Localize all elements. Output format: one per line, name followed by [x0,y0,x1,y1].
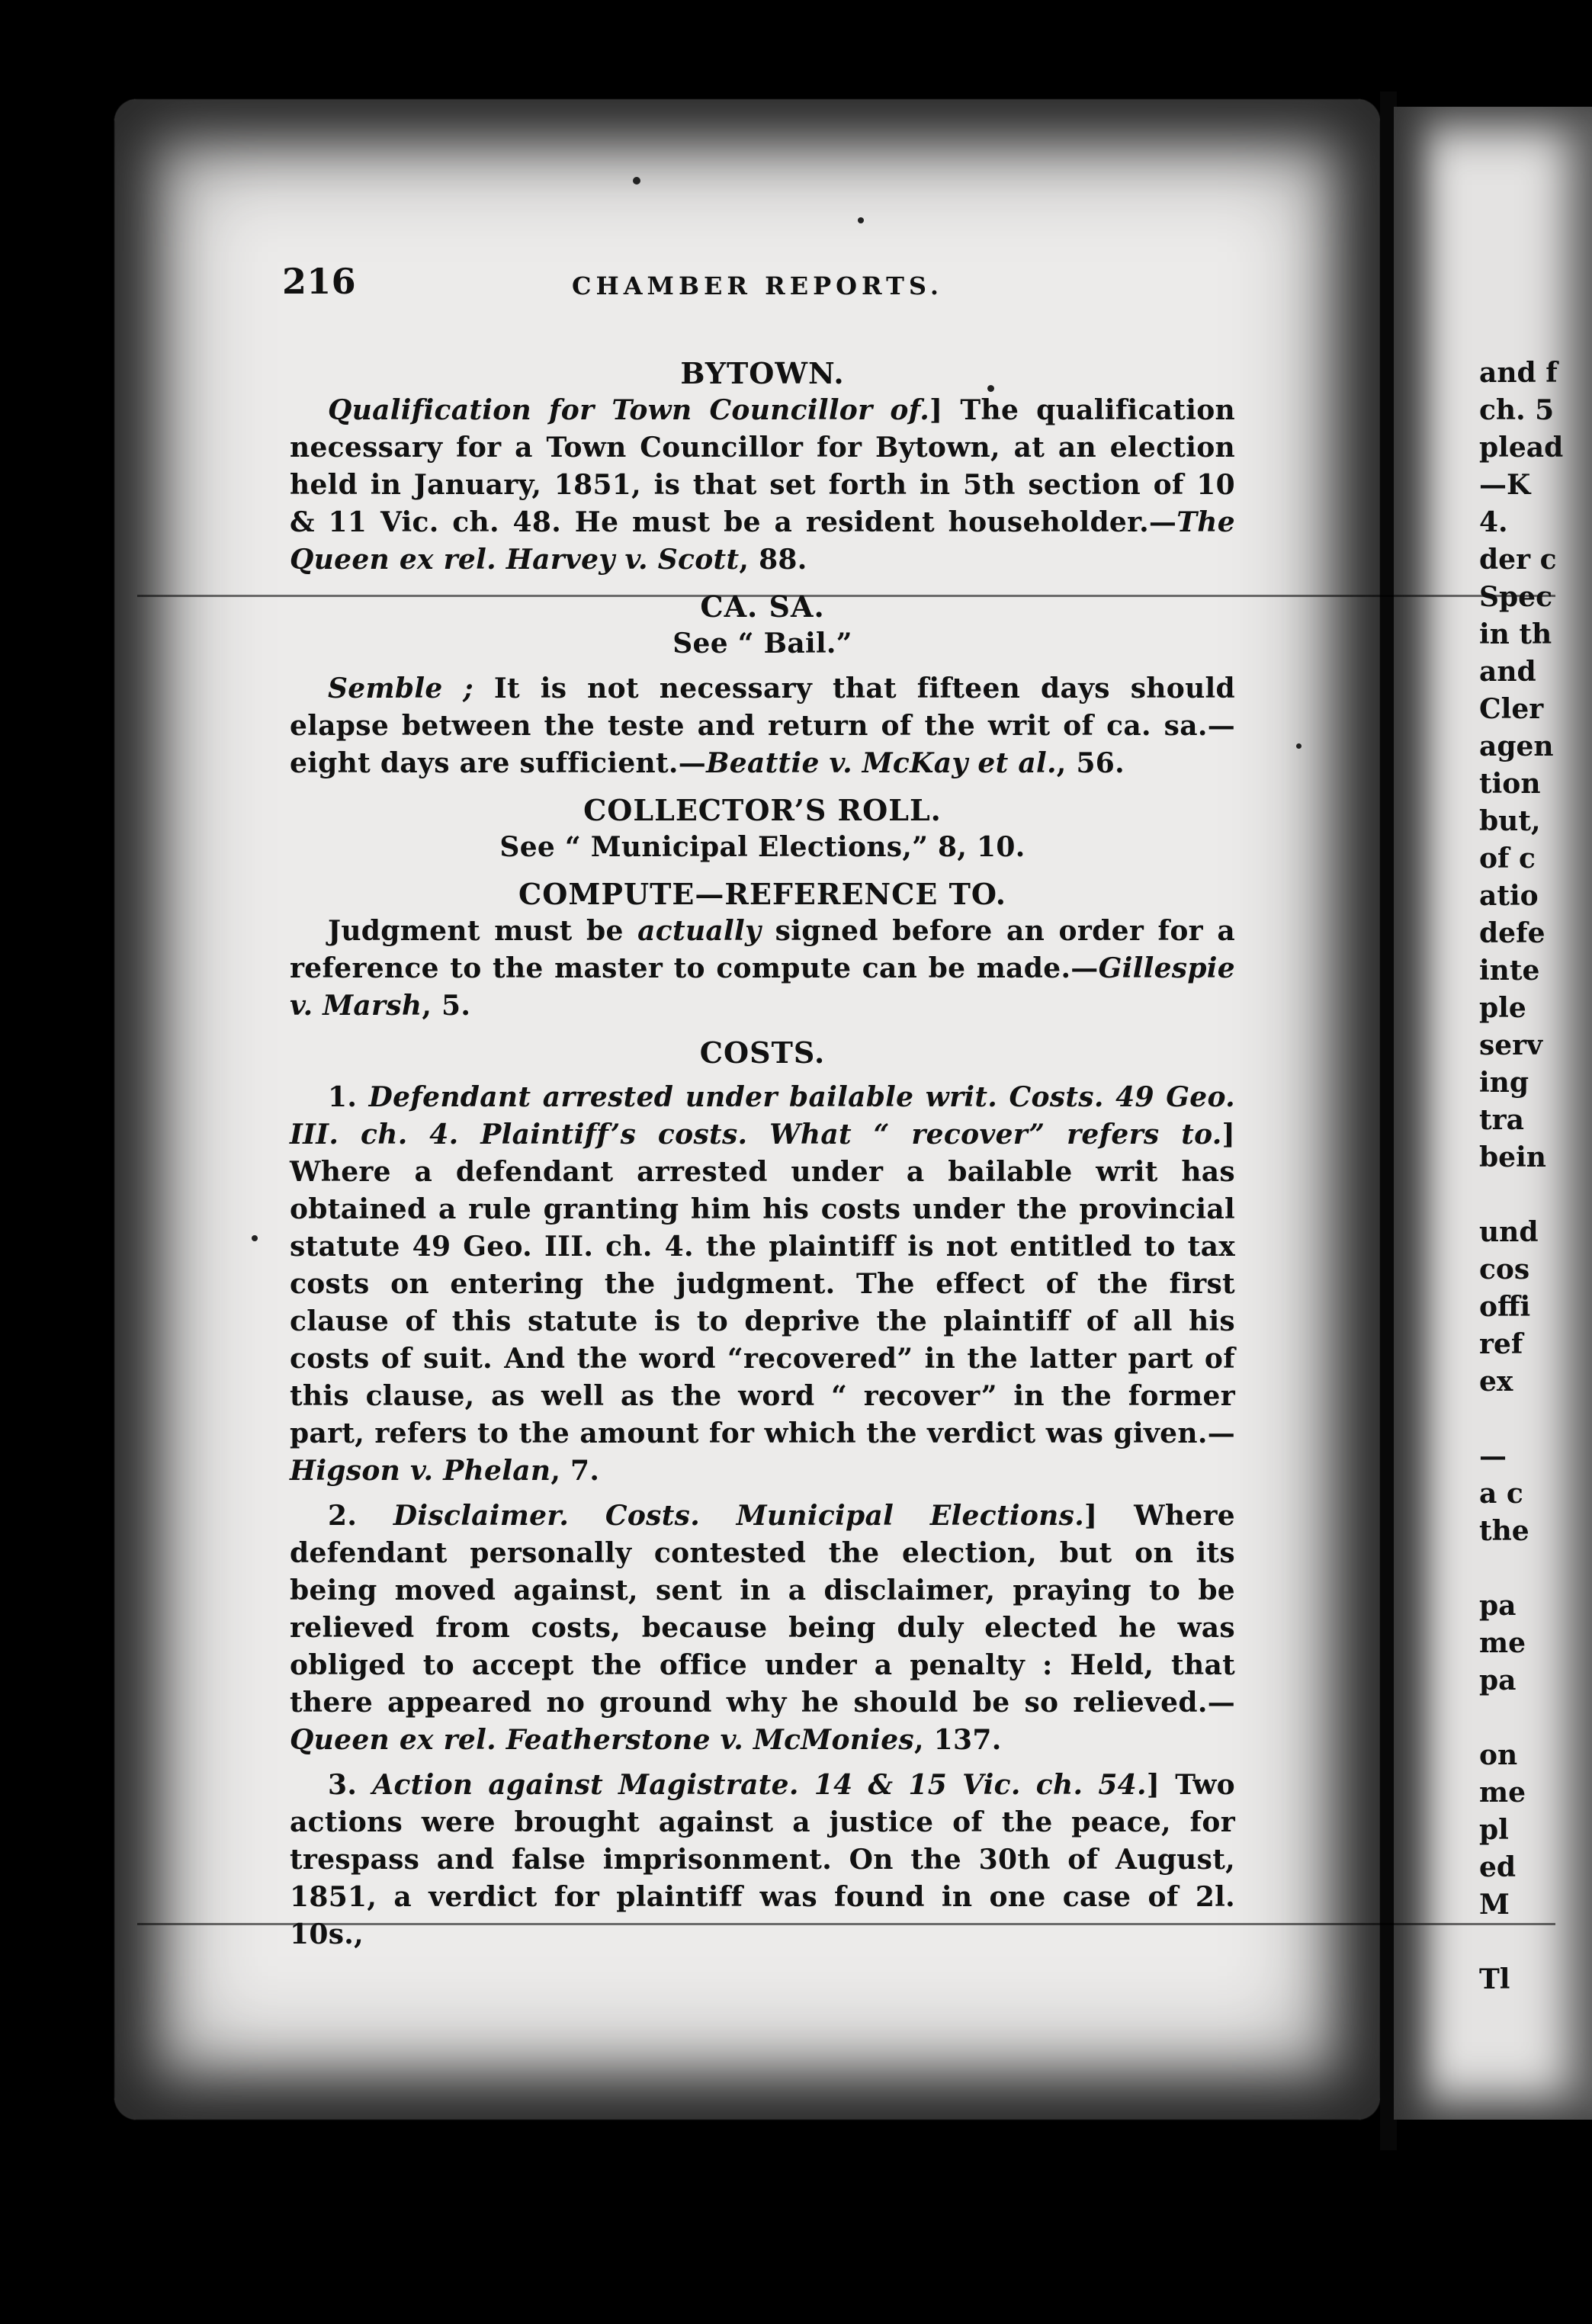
right-page-line: the [1479,1515,1529,1547]
right-page-line [1479,1550,1555,1587]
entry-bytown [290,392,1235,579]
right-page-line: cos [1479,1253,1530,1286]
right-page-line: und [1479,1216,1539,1248]
right-page-line: 4. [1479,506,1508,538]
right-page-line: in th [1479,618,1552,650]
entry-body: It is not necessary that fifteen days should elapse between the teste and return of the writ of ca. sa.—eight days are sufficient.— [290,672,1235,779]
section-heading-ca-sa: CA. SA. [700,589,825,624]
case-cite: , 5. [422,990,471,1022]
entry-costs-2 [290,1497,1235,1759]
entry-costs-1 [290,1079,1235,1490]
right-page-line [1479,1924,1555,1961]
entry-emphasis: actually [637,915,762,947]
right-page-line: plead [1479,432,1564,464]
right-page-line: tion [1479,768,1541,800]
right-page-line: ex [1479,1366,1513,1398]
entry-costs-3 [290,1767,1235,1953]
entry-body: ] Where defendant personally contested the election, but on its being moved against, sent in a disclaimer, praying to be relieved from costs, because being duly elected he was obliged to accept the office under a penalty : Held, that there appeared no ground why he should be so relieved.— [290,1500,1235,1719]
right-page-line [1479,1176,1555,1214]
right-page-line: Tl [1479,1963,1510,1995]
entry-lead: Semble ; [328,672,473,705]
right-page-line: pl [1479,1814,1509,1846]
ink-speck [858,217,864,223]
right-page-line: agen [1479,730,1554,762]
running-head [282,263,1235,316]
right-page-line [1479,1401,1555,1438]
entry-number: 1. [328,1081,358,1113]
entry-body: signed before an order for a reference to the master to compute can be made.— [290,915,1235,984]
right-page-line: inte [1479,955,1540,987]
right-page-line: ed [1479,1851,1517,1883]
right-page-line [1479,1700,1555,1737]
see-reference: See “ Municipal Elections,” 8, 10. [499,831,1025,863]
entry-lead: Action against Magistrate. 14 & 15 Vic. ch. 54. [372,1769,1147,1801]
right-page-line: on [1479,1739,1518,1771]
ink-speck [1296,743,1302,749]
right-page-line: and [1479,656,1536,688]
right-page-line: ple [1479,992,1526,1024]
section-heading-bytown: BYTOWN. [680,356,845,390]
section-heading-costs: COSTS. [699,1035,826,1070]
entry-body: ] Where a defendant arrested under a bailable writ has obtained a rule granting him his costs under the provincial statute 49 Geo. III. ch. 4. the plaintiff is not entitled to tax costs on entering the judgment. The effect of the first clause of this statute is to deprive the plaintiff of all his costs of suit. And the word “recovered” in the latter part of this clause, as well as the word “ recover” in the former part, refers to the amount for which the verdict was given.— [290,1119,1235,1449]
see-reference: See “ Bail.” [672,628,852,660]
page-number: 216 [282,261,356,302]
right-page-line: but, [1479,805,1541,837]
right-page-line: — [1479,1440,1507,1472]
right-page-line: offi [1479,1291,1531,1323]
right-page-line: M [1479,1889,1510,1921]
entry-lead: Qualification for Town Councillor of. [328,394,930,426]
right-page-line: of c [1479,843,1536,875]
right-page-line: a c [1479,1478,1523,1510]
ink-speck [633,177,640,185]
right-page-line: atio [1479,880,1539,912]
right-page-line: serv [1479,1029,1543,1061]
entry-number: 3. [328,1769,358,1801]
right-page-line: and f [1479,357,1558,389]
section-heading-compute: COMPUTE—REFERENCE TO. [518,877,1006,911]
right-page-line: der c [1479,544,1557,576]
entry-ca-sa [290,670,1235,782]
right-page-line: tra [1479,1104,1524,1136]
right-page-line: Spec [1479,581,1552,613]
right-page-line: ch. 5 [1479,394,1555,426]
case-name: Beattie v. McKay et al. [706,747,1057,779]
right-page-line: pa [1479,1664,1517,1696]
right-page-line: —K [1479,469,1531,501]
case-cite: , 7. [550,1455,600,1487]
right-page-line: Cler [1479,693,1544,725]
entry-body: ] Two actions were brought against a justice of the peace, for trespass and false imprisonment. On the 30th of August, 1851, a verdict for plaintiff was found in one case of 2l. 10s., [290,1769,1235,1950]
ink-speck [252,1235,258,1241]
case-name: Gillespie v. Marsh [290,952,1235,1022]
entry-body: ] The qualification necessary for a Town Councillor for Bytown, at an election held in January, 1851, is that set forth in 5th section of 10 & 11 Vic. ch. 48. He must be a resident householder.— [290,394,1235,538]
case-name: The Queen ex rel. Harvey v. Scott [290,506,1235,576]
section-heading-collectors-roll: COLLECTOR’S ROLL. [583,793,942,827]
case-cite: , 56. [1056,747,1125,779]
entry-lead: Disclaimer. Costs. Municipal Elections. [393,1500,1085,1532]
right-page-text [1479,355,1564,1998]
case-name: Queen ex rel. Featherstone v. McMonies [290,1724,914,1756]
right-page-line: me [1479,1777,1526,1809]
case-cite: , 137. [914,1724,1002,1756]
entry-compute [290,913,1235,1025]
running-title: CHAMBER REPORTS. [572,271,943,300]
entry-number: 2. [328,1500,358,1532]
page-text [282,261,1235,1953]
right-page-line: ing [1479,1067,1529,1099]
right-page-line: me [1479,1627,1526,1659]
case-name: Higson v. Phelan [290,1455,551,1487]
right-page-line: bein [1479,1141,1546,1173]
right-page-line: pa [1479,1590,1517,1622]
right-page-line: ref [1479,1328,1523,1360]
entry-lead: Defendant arrested under bailable writ. Costs. 49 Geo. III. ch. 4. Plaintiff’s costs. What “ recover” refers to. [290,1081,1235,1151]
entry-body: Judgment must be [328,915,638,947]
case-cite: , 88. [739,544,807,576]
right-page-line: defe [1479,917,1545,949]
